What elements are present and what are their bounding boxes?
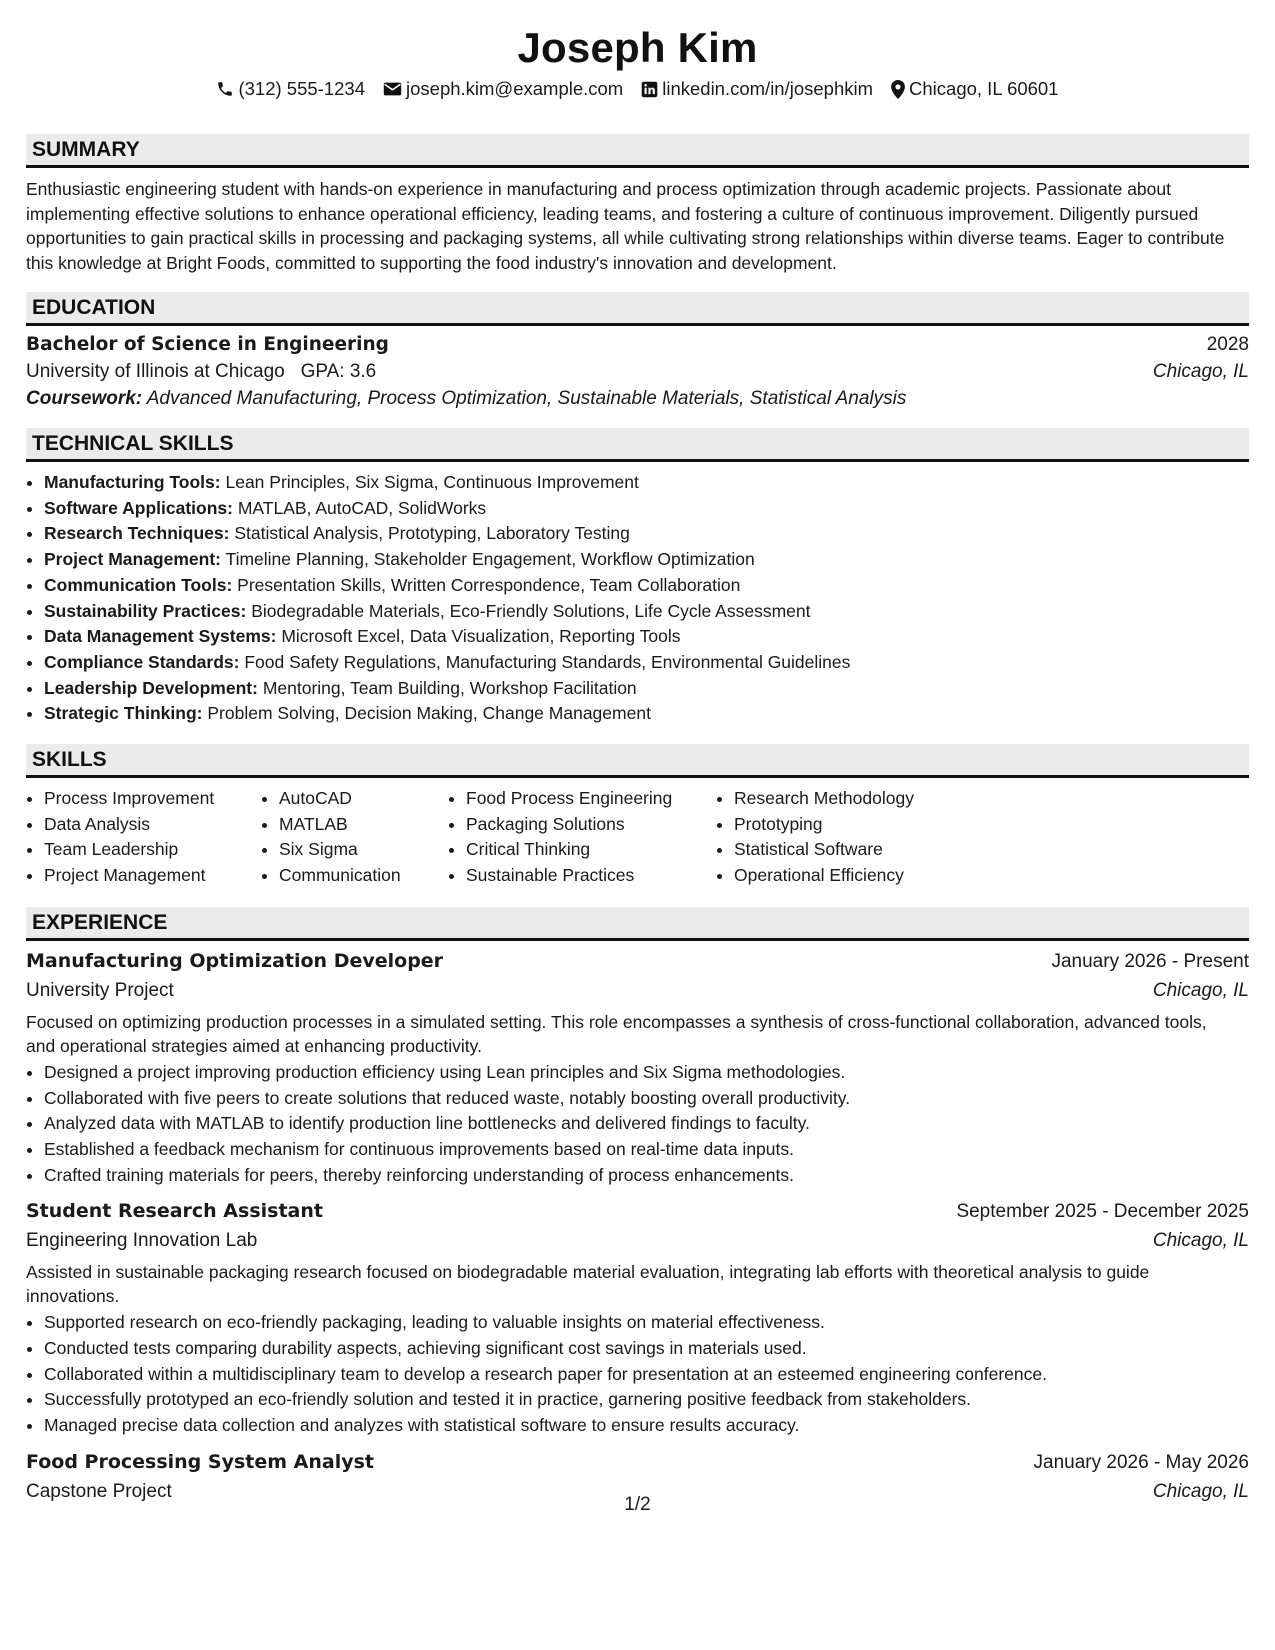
list-item: • Collaborated with five peers to create solutions that reduced waste, notably boosting overall productivity. [44,1086,1249,1112]
contact-location [891,78,1058,100]
list-item: • Compliance Standards: Food Safety Regulations, Manufacturing Standards, Environmental Guidelines [44,650,1249,676]
contact-linkedin[interactable] [641,78,873,100]
graduation-year: 2028 [1206,334,1249,355]
job-dates: September 2025 - December 2025 [956,1201,1249,1223]
job-dates: January 2026 - May 2026 [1033,1451,1249,1473]
skills-column-2 [261,786,448,889]
list-item: • Crafted training materials for peers, thereby reinforcing understanding of process enhancements. [44,1163,1249,1189]
list-item: • Statistical Software [734,837,994,863]
linkedin-icon [641,81,658,98]
school-line [26,361,376,383]
summary-header: SUMMARY [26,134,1249,168]
coursework [26,388,1249,410]
job-organization: Capstone Project [26,1480,172,1502]
list-item: • Team Leadership [44,837,261,863]
phone-text: (312) 555-1234 [238,78,365,99]
degree: Bachelor of Science in Engineering [26,334,389,355]
education-header: EDUCATION [26,292,1249,326]
list-item: • Supported research on eco-friendly packaging, leading to valuable insights on material effectiveness. [44,1310,1249,1336]
list-item: • Data Analysis [44,812,261,838]
skills-header: SKILLS [26,744,1249,778]
list-item: • Strategic Thinking: Problem Solving, Decision Making, Change Management [44,701,1249,727]
job-location: Chicago, IL [1152,1230,1249,1252]
skills-column-3 [448,786,716,889]
page-number: 1/2 [624,1494,651,1515]
list-item: • Managed precise data collection and analyzes with statistical software to ensure results accuracy. [44,1413,1249,1439]
school-location: Chicago, IL [1152,361,1249,382]
job-title: Manufacturing Optimization Developer [26,949,444,972]
envelope-icon [383,81,402,97]
job-entry-2 [26,1200,1249,1439]
list-item: • Analyzed data with MATLAB to identify production line bottlenecks and delivered findings to faculty. [44,1111,1249,1137]
list-item: • Six Sigma [279,837,448,863]
list-item: • Data Management Systems: Microsoft Excel, Data Visualization, Reporting Tools [44,624,1249,650]
list-item: • Research Techniques: Statistical Analysis, Prototyping, Laboratory Testing [44,521,1249,547]
job-entry-1 [26,950,1249,1189]
list-item: • Successfully prototyped an eco-friendly solution and tested it in practice, garnering positive feedback from stakeholders. [44,1387,1249,1413]
list-item: • Packaging Solutions [466,812,716,838]
job-title: Food Processing System Analyst [26,1450,375,1473]
skills-column-4 [716,786,994,889]
skills-grid [26,786,1249,889]
location-text: Chicago, IL 60601 [909,78,1059,99]
list-item: • MATLAB [279,812,448,838]
technical-skills-list [26,470,1249,727]
school-name: University of Illinois at Chicago [26,361,285,382]
linkedin-text[interactable]: linkedin.com/in/josephkim [662,78,874,99]
list-item: • Prototyping [734,812,994,838]
coursework-list: Advanced Manufacturing, Process Optimization, Sustainable Materials, Statistical Analysis [146,388,907,409]
list-item: • Communication [279,863,448,889]
list-item: • Sustainable Practices [466,863,716,889]
job-dates: January 2026 - Present [1051,950,1249,972]
resume-page [26,0,1249,1650]
job-organization: University Project [26,979,174,1001]
list-item: • Collaborated within a multidisciplinary team to develop a research paper for presentation at an esteemed engineering conference. [44,1362,1249,1388]
contact-phone [216,78,365,100]
candidate-name: Joseph Kim [517,24,758,71]
job-bullets [26,1310,1249,1439]
list-item: • Research Methodology [734,786,994,812]
list-item: • AutoCAD [279,786,448,812]
education-row-2 [26,361,1249,383]
experience-header: EXPERIENCE [26,907,1249,941]
phone-icon [216,80,234,98]
list-item: • Leadership Development: Mentoring, Team Building, Workshop Facilitation [44,676,1249,702]
job-bullets [26,1060,1249,1189]
contact-email[interactable] [383,78,623,100]
list-item: • Critical Thinking [466,837,716,863]
skills-column-1 [26,786,261,889]
list-item: • Designed a project improving production efficiency using Lean principles and Six Sigma methodologies. [44,1060,1249,1086]
job-description: Focused on optimizing production processes in a simulated setting. This role encompasses a synthesis of cross-functional collaboration, advanced tools, and operational strategies aimed at enhancing productivity. [26,1011,1207,1056]
contact-bar [26,78,1249,100]
list-item: • Communication Tools: Presentation Skills, Written Correspondence, Team Collaboration [44,573,1249,599]
job-organization: Engineering Innovation Lab [26,1230,258,1252]
list-item: • Operational Efficiency [734,863,994,889]
job-description: Assisted in sustainable packaging research focused on biodegradable material evaluation, integrating lab efforts with theoretical analysis to guide innovations. [26,1262,1150,1307]
list-item: • Manufacturing Tools: Lean Principles, Six Sigma, Continuous Improvement [44,470,1249,496]
summary-text: Enthusiastic engineering student with hands-on experience in manufacturing and process optimization through academic projects. Passionate about implementing effective solutions to enhance operational efficiency, leading teams, and fostering a culture of continuous improvement. Diligently pursued opportunities to gain practical skills in processing and packaging systems, all while cultivating strong relationships within diverse teams. Eager to contribute this knowledge at Bright Foods, committed to supporting the food industry's innovation and development. [26,179,1225,273]
email-text[interactable]: joseph.kim@example.com [406,78,624,99]
technical-skills-header: TECHNICAL SKILLS [26,428,1249,462]
list-item: • Sustainability Practices: Biodegradable Materials, Eco-Friendly Solutions, Life Cycle Assessment [44,599,1249,625]
job-location: Chicago, IL [1152,1480,1249,1502]
list-item: • Project Management [44,863,261,889]
gpa: GPA: 3.6 [300,361,377,382]
map-pin-icon [891,80,905,99]
list-item: • Project Management: Timeline Planning, Stakeholder Engagement, Workflow Optimization [44,547,1249,573]
list-item: • Process Improvement [44,786,261,812]
list-item: • Established a feedback mechanism for continuous improvements based on real-time data inputs. [44,1137,1249,1163]
job-title: Student Research Assistant [26,1200,323,1223]
list-item: • Software Applications: MATLAB, AutoCAD, SolidWorks [44,496,1249,522]
coursework-label: Coursework: [26,388,143,409]
job-location: Chicago, IL [1152,979,1249,1001]
list-item: • Conducted tests comparing durability aspects, achieving significant cost savings in materials used. [44,1336,1249,1362]
education-row-1 [26,334,1249,356]
list-item: • Food Process Engineering [466,786,716,812]
